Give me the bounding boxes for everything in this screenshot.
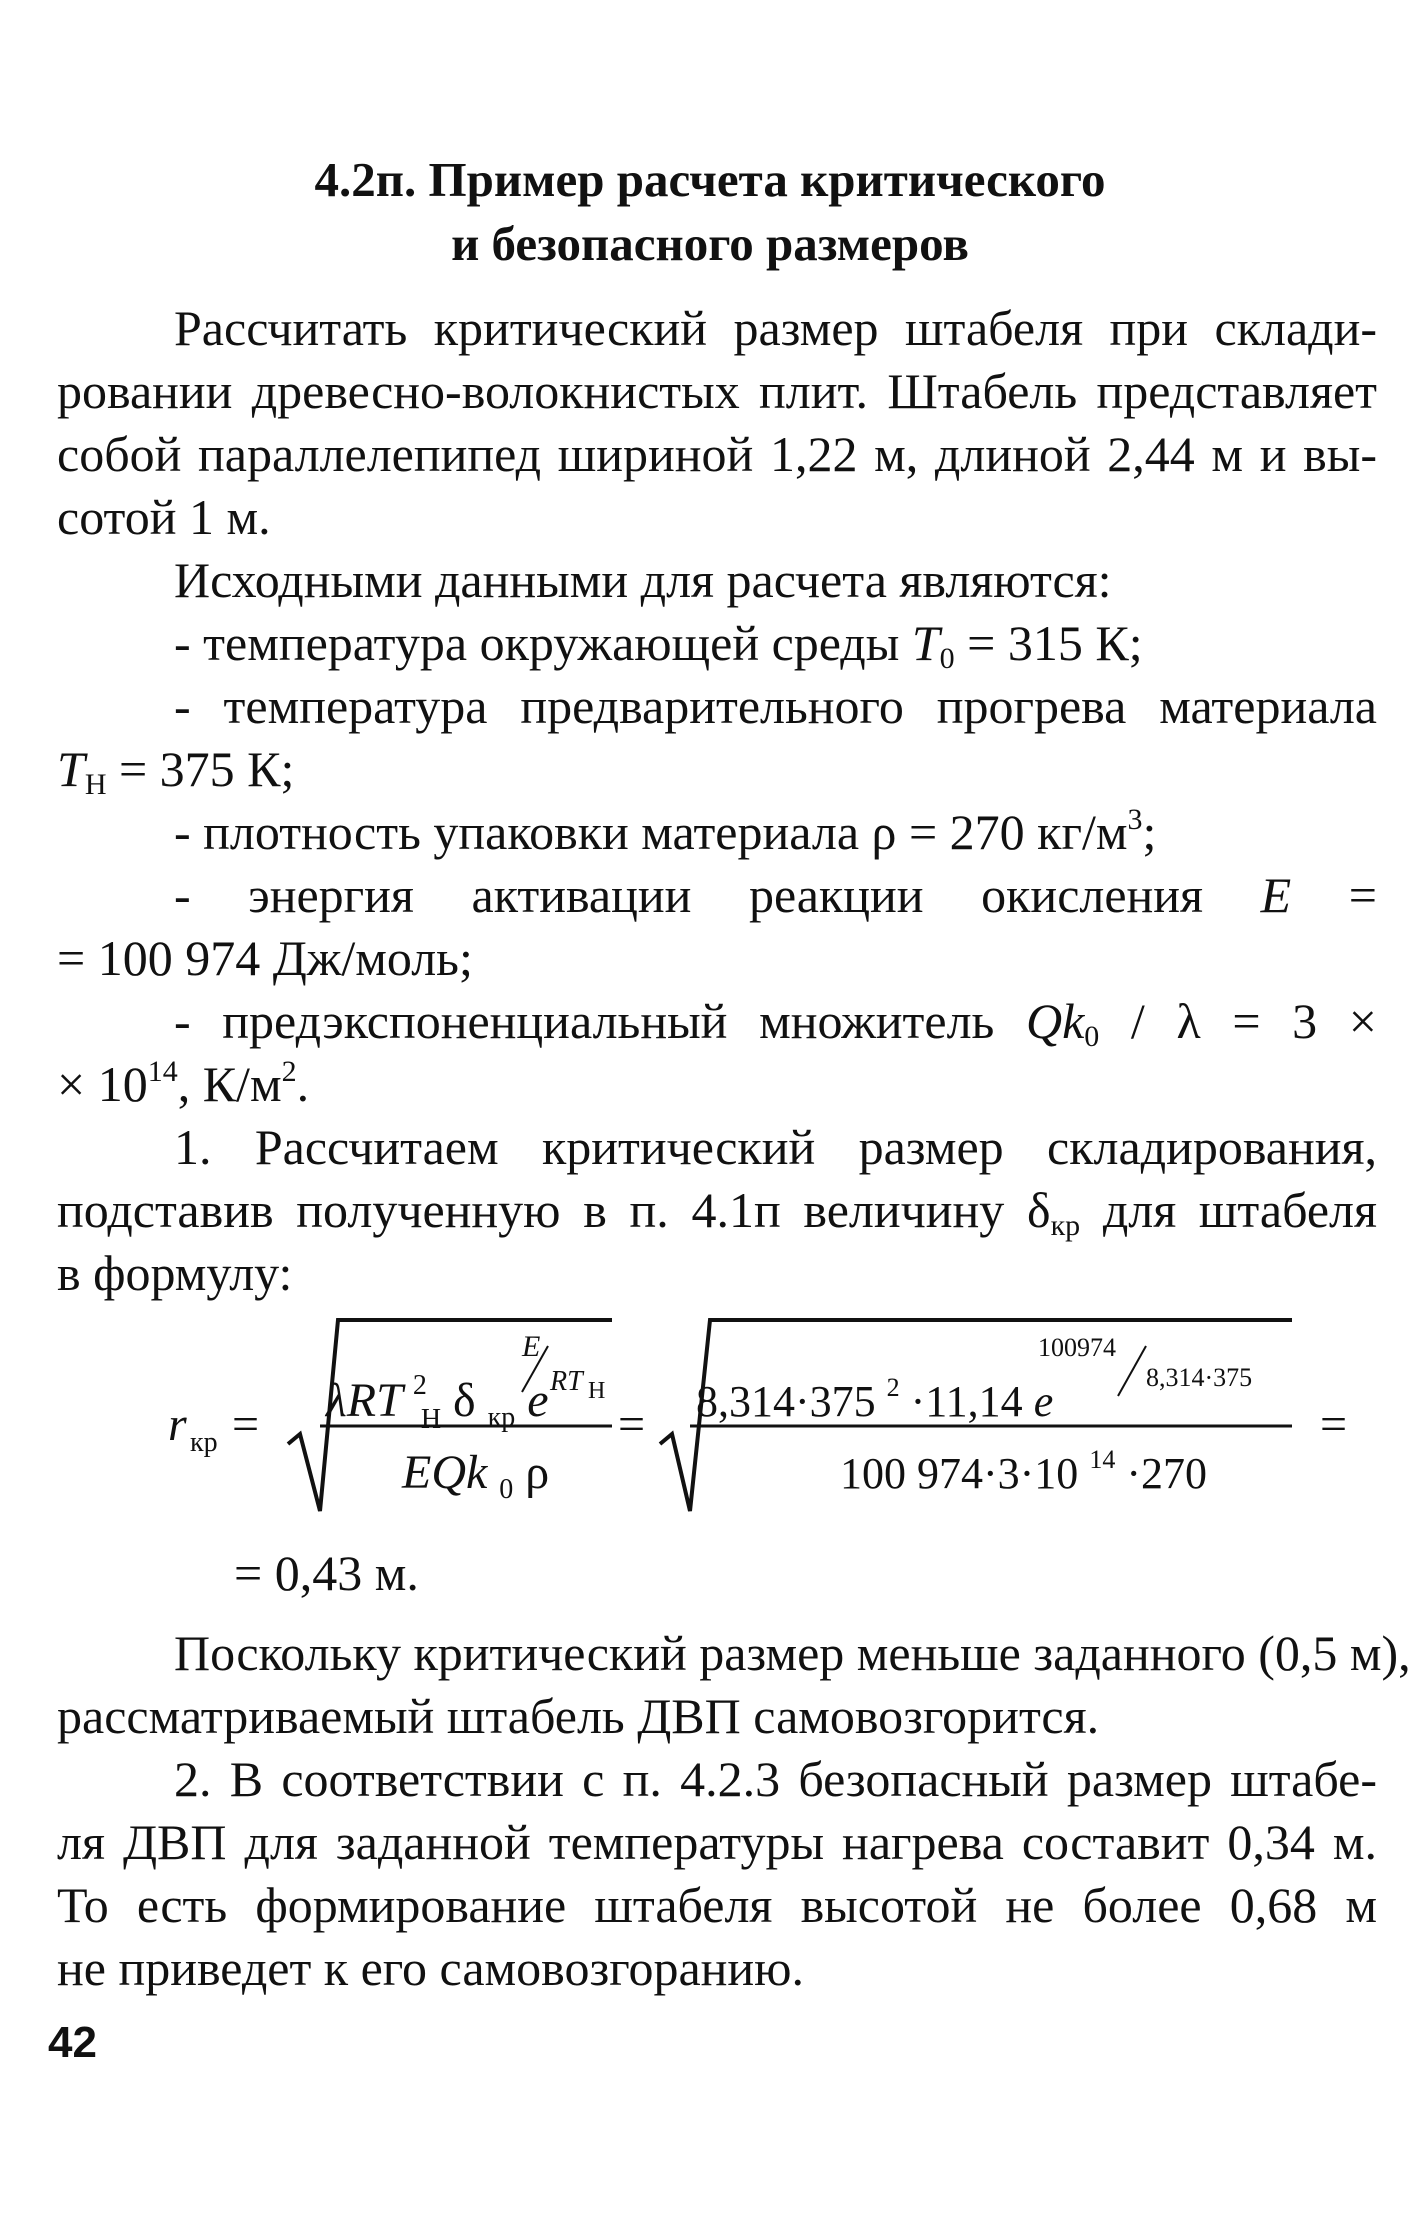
step2-line-2: ля ДВП для заданной температуры нагрева составит 0,34 м. <box>57 1814 1377 1870</box>
formula1-numerator: λRT 2 H δ $_{кр}$ e <box>326 1370 549 1435</box>
formula-eq-1: = <box>232 1398 260 1451</box>
formula1-exp-H: H <box>588 1378 606 1404</box>
formula-lhs-sub: кр <box>190 1427 218 1458</box>
formula-result: = 0,43 м. <box>234 1545 419 1601</box>
step1-line2: подставив полученную в п. 4.1п величину $\delta_{кр}$ для штабеля <box>57 1182 1378 1242</box>
section-title-line1: 4.2п. Пример расчета критического <box>314 152 1106 207</box>
param-th-line1: - температура предварительного прогрева материала <box>174 678 1377 734</box>
param-e-line1: - энергия активации реакции окисления E = <box>174 867 1377 923</box>
formula2-exp-num: 100974 <box>1038 1333 1116 1362</box>
critical-size-formula <box>140 1306 1370 1526</box>
param-e-line2: = 100 974 Дж/моль; <box>57 930 473 986</box>
intro-line-1: Рассчитать критический размер штабеля при склади- <box>174 300 1377 356</box>
param-rho: - плотность упаковки материала ρ = 270 $кг/м^3$; <box>174 803 1157 860</box>
step2-line-3: То есть формирование штабеля высотой не более 0,68 м <box>57 1877 1377 1933</box>
formula1-denominator: EQk $_0$ ρ <box>402 1446 550 1505</box>
formula2-numerator: 8,314·375 $^2$ ·11,14 e <box>696 1373 1054 1426</box>
intro-line-4: сотой 1 м. <box>57 489 271 545</box>
intro-line-2: ровании древесно-волокнистых плит. Штабель представляет <box>57 363 1377 419</box>
formula1-exp-E: E <box>522 1330 541 1363</box>
param-t0: - температура окружающей среды $T_0 = 315$ К; <box>174 615 1143 675</box>
param-q-line1: - предэкспоненциальный множитель $Qk_0 / \lambda = 3$ × <box>174 993 1377 1053</box>
step2-line-4: не приведет к его самовозгоранию. <box>57 1940 805 1996</box>
formula-lhs-r: r <box>168 1398 187 1451</box>
formula-eq-3: = <box>1320 1398 1348 1451</box>
step1-line1: 1. Рассчитаем критический размер складирования, <box>174 1119 1377 1175</box>
section-title-line2: и безопасного размеров <box>451 216 969 271</box>
step2-line-1: 2. В соответствии с п. 4.2.3 безопасный размер штабе- <box>174 1751 1377 1807</box>
formula1-exp-RT: RT <box>550 1366 583 1397</box>
conclusion-line-1: Поскольку критический размер меньше заданного (0,5 м), <box>174 1625 1411 1681</box>
data-heading: Исходными данными для расчета являются: <box>174 552 1112 608</box>
formula2-exp-slash <box>1118 1346 1146 1396</box>
formula-eq-2: = <box>618 1398 646 1451</box>
param-q-line2: × $10^{14}$, $К/м^2$. <box>57 1055 310 1112</box>
formula2-denominator: 100 974·3·10 $^{14}$ ·270 <box>840 1445 1207 1498</box>
conclusion-line-2: рассматриваемый штабель ДВП самовозгорится. <box>57 1688 1100 1744</box>
page-number: 42 <box>48 2018 97 2067</box>
step1-line3: в формулу: <box>57 1245 293 1301</box>
param-th-line2: $T_H = 375$ К; <box>57 741 295 801</box>
intro-line-3: собой параллелепипед шириной 1,22 м, длиной 2,44 м и вы- <box>57 426 1377 482</box>
formula2-exp-den: 8,314·375 <box>1146 1363 1253 1392</box>
